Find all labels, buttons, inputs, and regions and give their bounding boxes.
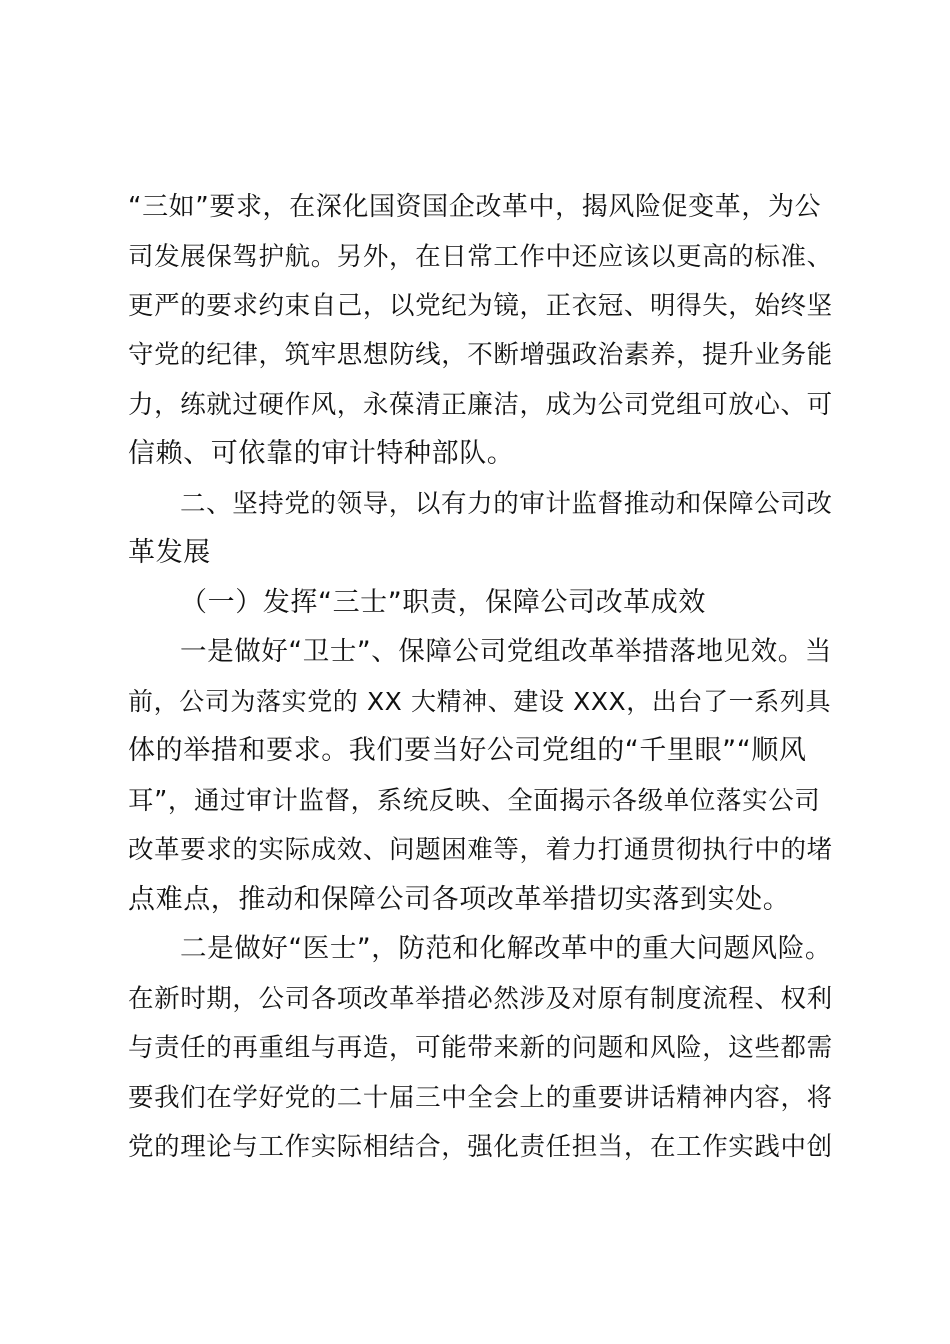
text-line: 耳”，通过审计监督，系统反映、全面揭示各级单位落实公司 bbox=[128, 786, 821, 816]
text-line: 要我们在学好党的二十届三中全会上的重要讲话精神内容，将 bbox=[128, 1083, 833, 1113]
text-line: 体的举措和要求。我们要当好公司党组的“千里眼”“顺风 bbox=[128, 735, 807, 766]
text-line: 信赖、可依靠的审计特种部队。 bbox=[128, 438, 515, 469]
text-line: “三如”要求，在深化国资国企改革中，揭风险促变革，为公 bbox=[128, 192, 822, 222]
text-line: 党的理论与工作实际相结合，强化责任担当，在工作实践中创 bbox=[128, 1132, 833, 1162]
section-heading: 二、坚持党的领导，以有力的审计监督推动和保障公司改 bbox=[180, 489, 833, 519]
text-line: 在新时期，公司各项改革举措必然涉及对原有制度流程、权利 bbox=[128, 984, 833, 1014]
text-line: 点难点，推动和保障公司各项改革举措切实落到实处。 bbox=[128, 884, 791, 915]
text-line: 守党的纪律，筑牢思想防线，不断增强政治素养，提升业务能 bbox=[128, 340, 833, 370]
text-line: 二是做好“医士”，防范和化解改革中的重大问题风险。 bbox=[180, 933, 832, 964]
text-line: 前，公司为落实党的 XX 大精神、建设 XXX，出台了一系列具 bbox=[128, 687, 832, 716]
text-line: 更严的要求约束自己，以党纪为镜，正衣冠、明得失，始终坚 bbox=[128, 291, 833, 321]
section-heading-continued: 革发展 bbox=[128, 537, 211, 568]
text-line: 与责任的再重组与再造，可能带来新的问题和风险，这些都需 bbox=[128, 1033, 833, 1063]
text-line: 力，练就过硬作风，永葆清正廉洁，成为公司党组可放心、可 bbox=[128, 390, 833, 420]
text-line: 一是做好“卫士”、保障公司党组改革举措落地见效。当 bbox=[180, 636, 832, 667]
text-line: 改革要求的实际成效、问题困难等，着力打通贯彻执行中的堵 bbox=[128, 835, 833, 865]
subsection-heading: （一）发挥“三士”职责，保障公司改革成效 bbox=[180, 587, 706, 618]
text-line: 司发展保驾护航。另外，在日常工作中还应该以更高的标准、 bbox=[128, 242, 833, 272]
